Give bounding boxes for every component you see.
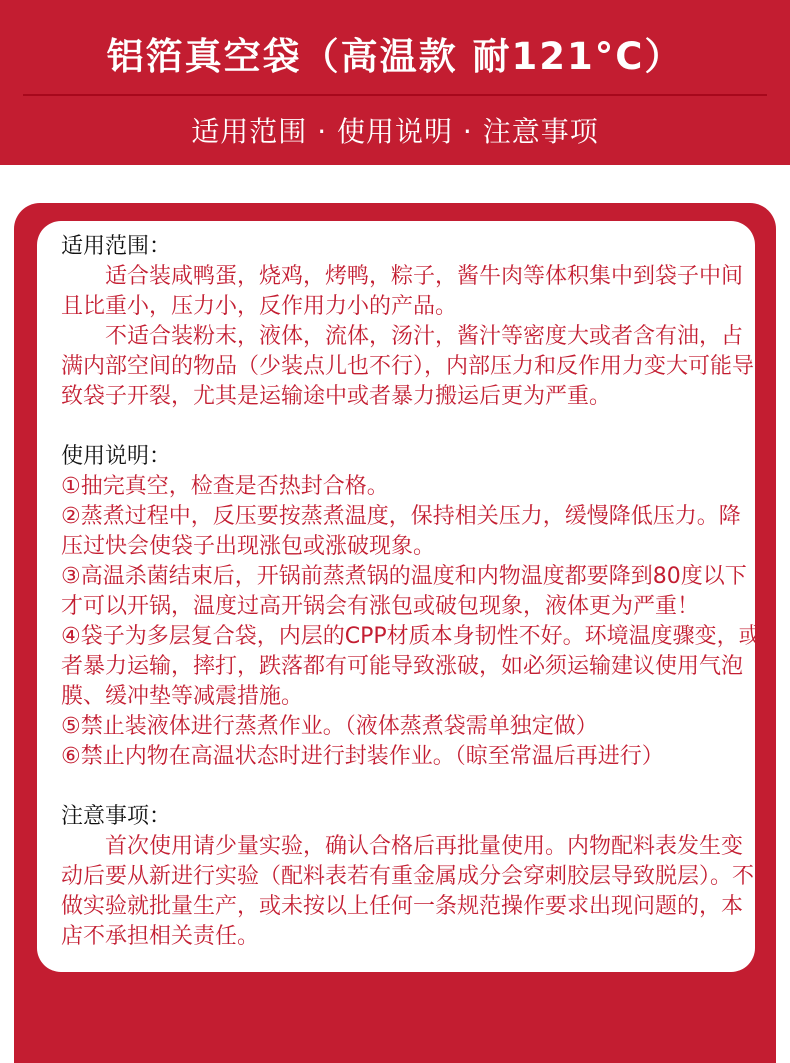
usage-item: ③高温杀菌结束后，开锅前蒸煮锅的温度和内物温度都要降到80度以下才可以开锅，温度过高开锅会有涨包或破包现象，液体更为严重！ (61, 564, 747, 619)
section-gap (61, 772, 761, 802)
scope-paragraph: 适合装咸鸭蛋，烧鸡，烤鸭，粽子，酱牛肉等体积集中到袋子中间且比重小，压力小，反作用力小的产品。 (61, 264, 744, 319)
usage-item: ⑥禁止内物在高温状态时进行封装作业。（晾至常温后再进行） (61, 744, 664, 769)
usage-title: 使用说明： (61, 444, 172, 469)
usage-item: ①抽完真空，检查是否热封合格。 (61, 474, 389, 499)
usage-item: ⑤禁止装液体进行蒸煮作业。（液体蒸煮袋需单独定做） (61, 714, 598, 739)
notes-paragraph: 首次使用请少量实验，确认合格后再批量使用。内物配料表发生变动后要从新进行实验（配料表若有重金属成分会穿刺胶层导致脱层）。不做实验就批量生产，或未按以上任何一条规范操作要求出现问题的，本店不承担相关责任。 (61, 834, 755, 949)
scope-paragraph: 不适合装粉末，液体，流体，汤汁，酱汁等密度大或者含有油，占满内部空间的物品（少装点儿也不行），内部压力和反作用力变大可能导致袋子开裂，尤其是运输途中或者暴力搬运后更为严重。 (61, 324, 755, 409)
scope-title: 适用范围： (61, 234, 172, 259)
section-gap (61, 412, 761, 442)
notes-title: 注意事项： (61, 804, 172, 829)
header-divider (23, 94, 767, 96)
usage-item: ②蒸煮过程中，反压要按蒸煮温度，保持相关压力，缓慢降低压力。降压过快会使袋子出现涨包或涨破现象。 (61, 504, 741, 559)
header-banner (0, 0, 790, 165)
content-body (61, 232, 761, 952)
usage-item: ④袋子为多层复合袋，内层的CPP材质本身韧性不好。环境温度骤变，或者暴力运输，摔打，跌落都有可能导致涨破，如必须运输建议使用气泡膜、缓冲垫等减震措施。 (61, 624, 761, 709)
page-title: 铝箔真空袋（高温款 耐121°C） (106, 35, 684, 78)
page-subtitle: 适用范围 · 使用说明 · 注意事项 (191, 115, 599, 148)
